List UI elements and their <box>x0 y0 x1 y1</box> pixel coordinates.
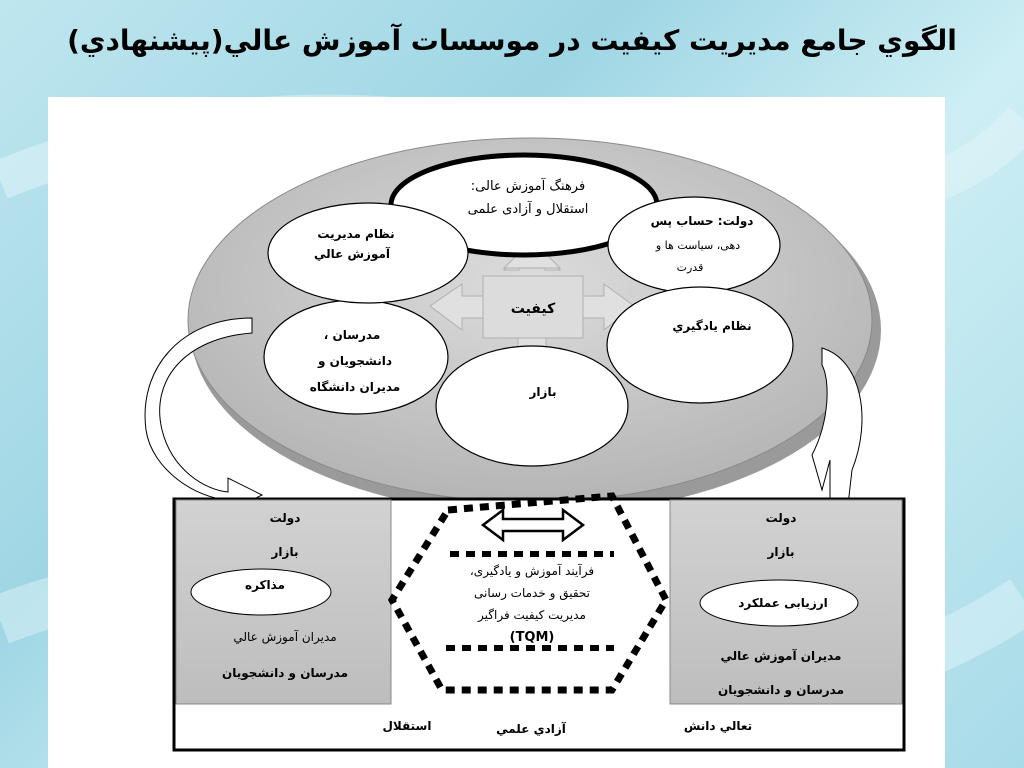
negotiation-oval <box>191 569 331 615</box>
stakeholders-line1: مدرسان ، <box>323 328 381 342</box>
tqm-line3: مدیریت کیفیت فراگیر <box>478 608 586 622</box>
right-box-market: بازار <box>767 545 795 559</box>
right-box-government: دولت <box>765 511 797 525</box>
tqm-line4: (TQM) <box>509 630 555 645</box>
left-box-managers: مديران آموزش عالي <box>233 630 337 644</box>
learning-system-label: نظام يادگيري <box>672 319 752 333</box>
government-line2: دهی، سیاست ها و <box>655 239 741 252</box>
bottom-independence: استقلال <box>382 719 432 733</box>
stakeholders-line2: دانشجويان و <box>317 354 393 368</box>
performance-evaluation-label: ارزيابی عملكرد <box>738 596 828 610</box>
right-box-managers: مديران آموزش عالي <box>720 649 842 663</box>
culture-line2: استقلال و آزادی علمی <box>467 202 589 217</box>
quality-label: كيفيت <box>510 301 556 317</box>
stakeholders-line3: مديران دانشگاه <box>309 380 401 394</box>
left-box-market: بازار <box>271 545 299 559</box>
government-line1: دولت: حساب پس <box>650 214 754 228</box>
bottom-academic-freedom: آزادي علمي <box>496 722 566 736</box>
culture-line1: فرهنگ آموزش عالی: <box>470 179 586 194</box>
tqm-line1: فرآیند آموزش و یادگیری، <box>469 564 595 578</box>
left-box-government: دولت <box>269 511 301 525</box>
government-line3: قدرت <box>676 261 704 274</box>
tqm-line2: تحقیق و خدمات رسانی <box>474 586 590 600</box>
market-label: بازار <box>529 385 557 399</box>
right-box-teachers-students: مدرسان و دانشجويان <box>717 683 845 697</box>
negotiation-label: مذاكره <box>244 578 286 592</box>
management-system-line1: نظام مديريت <box>317 227 395 241</box>
market-circle <box>436 346 628 466</box>
management-system-line2: آموزش عالي <box>313 247 391 261</box>
slide-title: الگوي جامع مديريت كيفيت در موسسات آموزش عالي(پيشنهادي) <box>67 24 957 57</box>
learning-system-circle <box>607 287 793 403</box>
bottom-knowledge-excellence: تعالي دانش <box>683 719 753 733</box>
left-box-teachers-students: مدرسان و دانشجويان <box>221 666 349 680</box>
